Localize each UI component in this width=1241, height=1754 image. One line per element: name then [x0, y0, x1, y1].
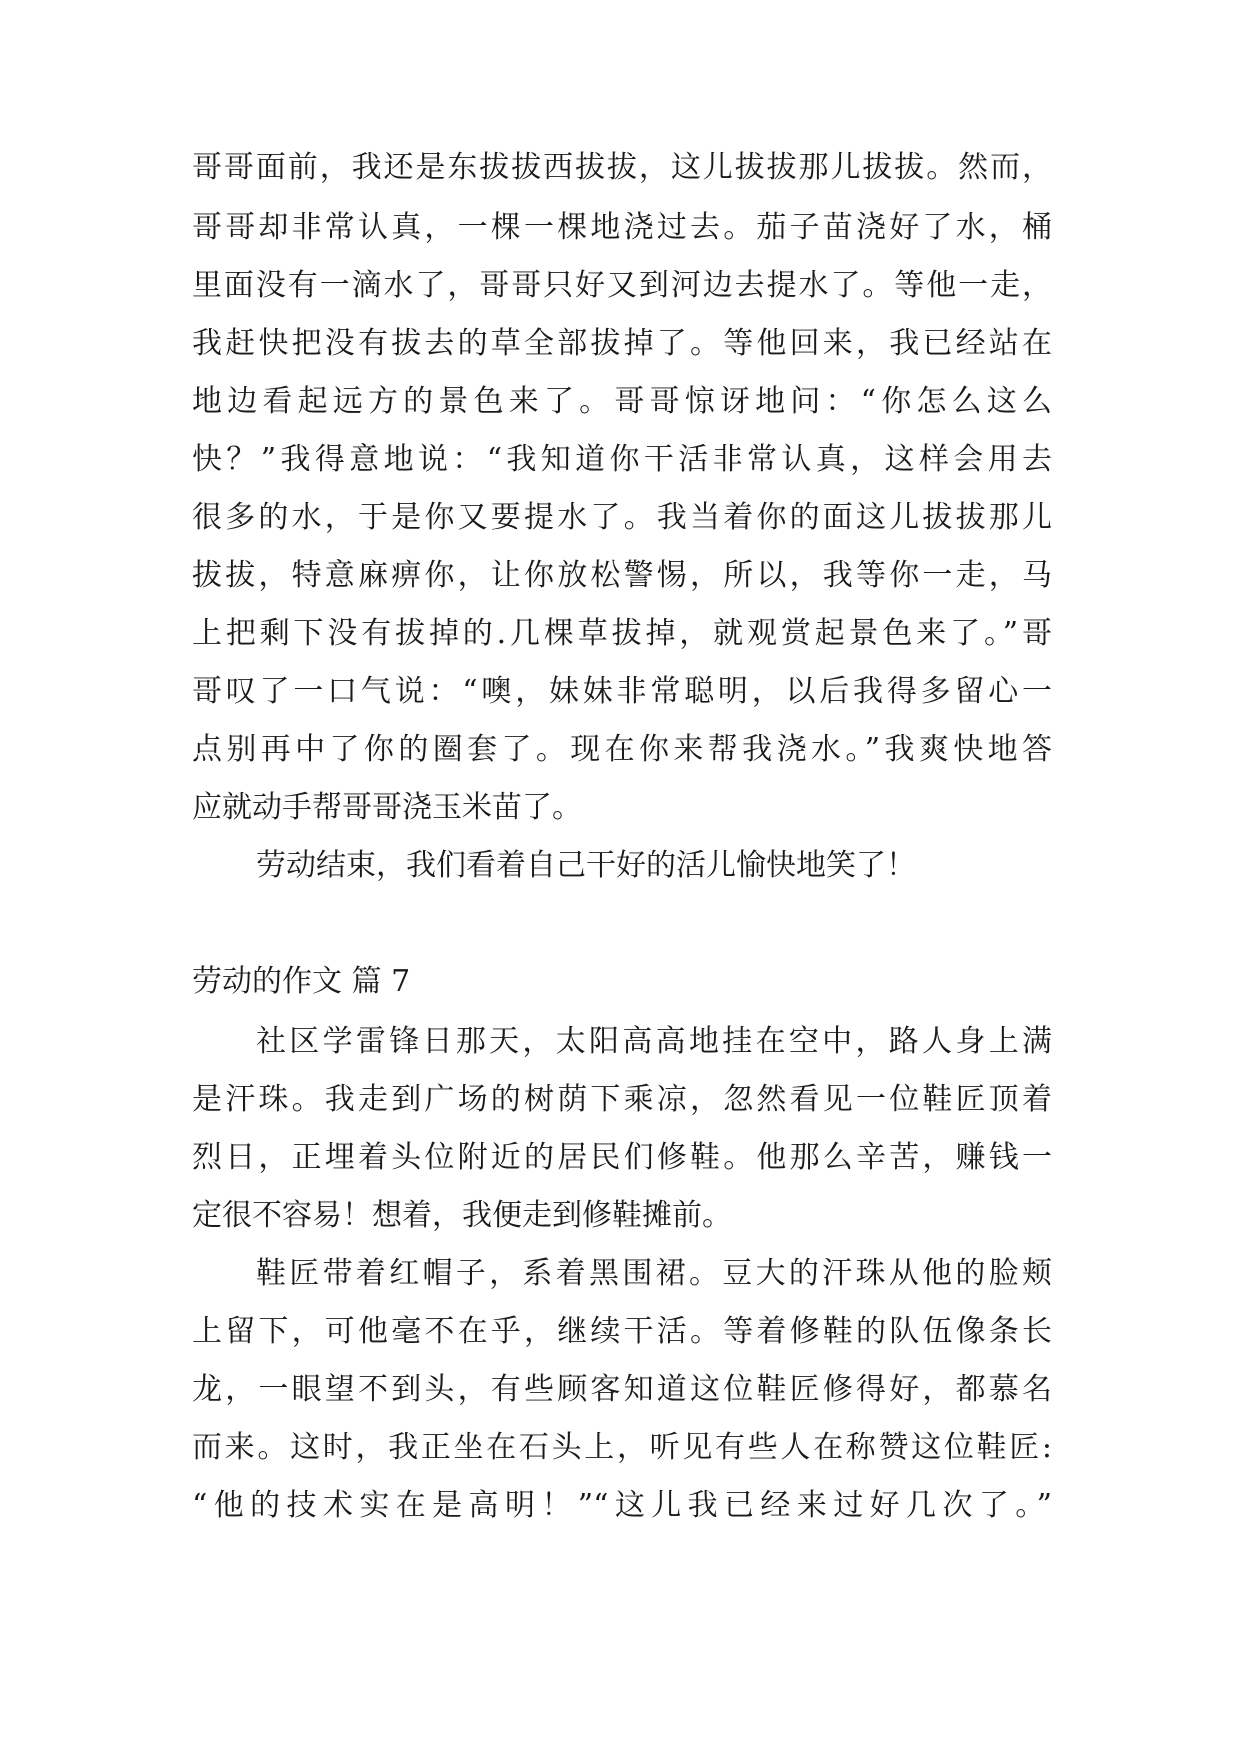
text-line: 快？”我得意地说：“我知道你干活非常认真，这样会用去: [192, 442, 1052, 477]
text-line: 鞋匠带着红帽子，系着黑围裙。豆大的汗珠从他的脸颊: [256, 1256, 1052, 1291]
text-line: 而来。这时，我正坐在石头上，听见有些人在称赞这位鞋匠:: [192, 1430, 1052, 1465]
text-line: 很多的水，于是你又要提水了。我当着你的面这儿拔拔那儿: [192, 500, 1052, 535]
text-line: “他的技术实在是高明！”“这儿我已经来过好几次了。”: [192, 1488, 1052, 1523]
text-line: 定很不容易！想着，我便走到修鞋摊前。: [192, 1198, 732, 1233]
text-line: 里面没有一滴水了，哥哥只好又到河边去提水了。等他一走，: [192, 268, 1052, 303]
text-line: 地边看起远方的景色来了。哥哥惊讶地问：“你怎么这么: [192, 384, 1052, 419]
text-line: 烈日，正埋着头位附近的居民们修鞋。他那么辛苦，赚钱一: [192, 1140, 1052, 1175]
text-line: 社区学雷锋日那天，太阳高高地挂在空中，路人身上满: [256, 1024, 1052, 1059]
text-line: 我赶快把没有拔去的草全部拔掉了。等他回来，我已经站在: [192, 326, 1052, 361]
text-line: 哥叹了一口气说：“噢，妹妹非常聪明，以后我得多留心一: [192, 674, 1052, 709]
text-line: 上留下，可他毫不在乎，继续干活。等着修鞋的队伍像条长: [192, 1314, 1052, 1349]
text-line: 龙，一眼望不到头，有些顾客知道这位鞋匠修得好，都慕名: [192, 1372, 1052, 1407]
text-line: 哥哥却非常认真，一棵一棵地浇过去。茄子苗浇好了水，桶: [192, 210, 1052, 245]
text-line: 上把剩下没有拔掉的.几棵草拔掉，就观赏起景色来了。”哥: [192, 616, 1052, 651]
text-line: 应就动手帮哥哥浇玉米苗了。: [192, 790, 582, 825]
text-line: 点别再中了你的圈套了。现在你来帮我浇水。”我爽快地答: [192, 732, 1052, 767]
text-line: 拔拔，特意麻痹你，让你放松警惕，所以，我等你一走，马: [192, 558, 1052, 593]
text-line: 是汗珠。我走到广场的树荫下乘凉，忽然看见一位鞋匠顶着: [192, 1082, 1052, 1117]
section-heading: 劳动的作文 篇 7: [192, 964, 411, 999]
text-line: 劳动结束，我们看着自己干好的活儿愉快地笑了！: [256, 848, 916, 883]
text-line: 哥哥面前，我还是东拔拔西拔拔，这儿拔拔那儿拔拔。然而，: [192, 150, 1052, 185]
